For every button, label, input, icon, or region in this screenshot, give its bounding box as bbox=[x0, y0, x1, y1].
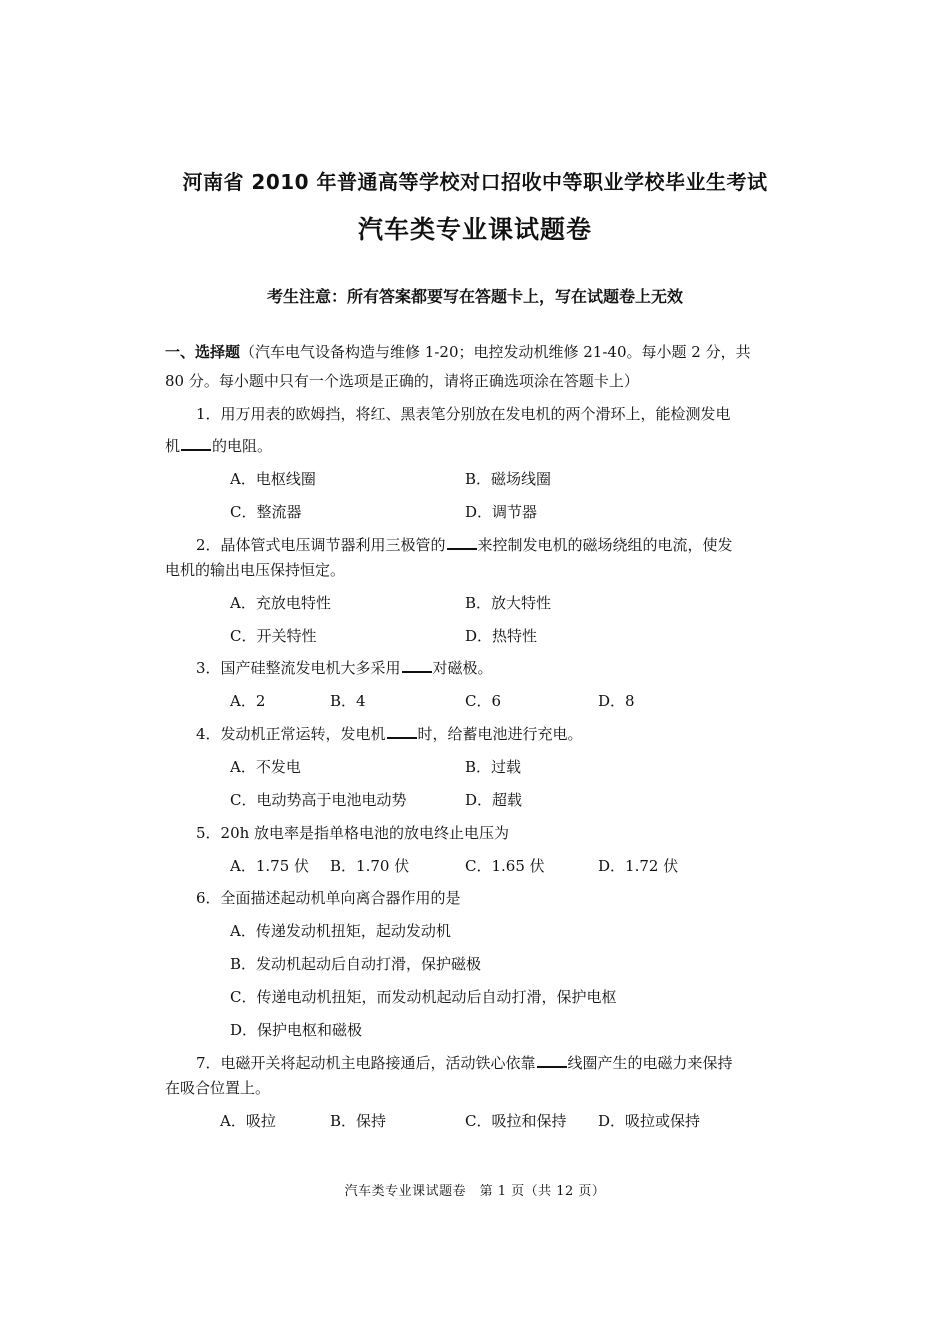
candidate-notice: 考生注意：所有答案都要写在答题卡上，写在试题卷上无效 bbox=[266, 287, 683, 306]
question-3-option-a: A．2 bbox=[230, 692, 266, 710]
question-5-text: 5．20h 放电率是指单格电池的放电终止电压为 bbox=[196, 824, 510, 842]
question-7-option-b: B．保持 bbox=[330, 1112, 387, 1130]
section-intro bbox=[165, 341, 751, 362]
question-3-text: 3．国产硅整流发电机大多采用 对磁极。 bbox=[196, 659, 493, 677]
section-instructions-line1: （汽车电气设备构造与维修 1-20；电控发动机维修 21-40。每小题 2 分，共 bbox=[240, 343, 751, 361]
answer-blank bbox=[447, 534, 477, 550]
question-1-option-d: D．调节器 bbox=[465, 503, 538, 521]
question-6-option-a: A．传递发动机扭矩，起动发动机 bbox=[230, 922, 451, 940]
question-1-text-cont: 机 的电阻。 bbox=[165, 437, 273, 455]
answer-blank bbox=[181, 435, 211, 451]
question-3-option-c: C．6 bbox=[465, 692, 502, 710]
question-1-text: 1．用万用表的欧姆挡，将红、黑表笔分别放在发电机的两个滑环上，能检测发电 bbox=[196, 405, 731, 423]
question-2-text-cont: 电机的输出电压保持恒定。 bbox=[165, 561, 346, 579]
question-2-option-d: D．热特性 bbox=[465, 627, 538, 645]
question-1-option-a: A．电枢线圈 bbox=[230, 470, 316, 488]
question-7-text-cont: 在吸合位置上。 bbox=[165, 1079, 271, 1097]
question-7-option-c: C．吸拉和保持 bbox=[465, 1112, 567, 1130]
question-4-option-a: A．不发电 bbox=[230, 758, 301, 776]
question-5-option-a: A．1.75 伏 bbox=[230, 857, 309, 875]
question-1-option-c: C．整流器 bbox=[230, 503, 302, 521]
question-1-option-b: B．磁场线圈 bbox=[465, 470, 552, 488]
exam-subject-title: 汽车类专业课试题卷 bbox=[357, 215, 592, 244]
page-footer: 汽车类专业课试题卷 第 1 页（共 12 页） bbox=[344, 1184, 606, 1199]
question-5-option-b: B．1.70 伏 bbox=[330, 857, 410, 875]
question-3-option-d: D．8 bbox=[598, 692, 635, 710]
answer-blank bbox=[387, 723, 417, 739]
question-2-text: 2．晶体管式电压调节器利用三极管的 来控制发电机的磁场绕组的电流，使发 bbox=[196, 536, 733, 554]
question-5-option-c: C．1.65 伏 bbox=[465, 857, 545, 875]
question-7-option-d: D．吸拉或保持 bbox=[598, 1112, 701, 1130]
section-instructions-line2: 80 分。每小题中只有一个选项是正确的，请将正确选项涂在答题卡上） bbox=[165, 372, 639, 390]
section-heading: 一、选择题 bbox=[165, 343, 241, 361]
question-6-option-d: D．保护电枢和磁极 bbox=[230, 1021, 363, 1039]
question-7-text: 7．电磁开关将起动机主电路接通后，活动铁心依靠 线圈产生的电磁力来保持 bbox=[196, 1054, 733, 1072]
question-7-option-a: A．吸拉 bbox=[220, 1112, 276, 1130]
question-6-text: 6．全面描述起动机单向离合器作用的是 bbox=[196, 889, 461, 907]
question-4-option-c: C．电动势高于电池电动势 bbox=[230, 791, 407, 809]
question-5-option-d: D．1.72 伏 bbox=[598, 857, 679, 875]
question-4-option-b: B．过载 bbox=[465, 758, 522, 776]
question-4-text: 4．发动机正常运转，发电机 时，给蓄电池进行充电。 bbox=[196, 725, 583, 743]
answer-blank bbox=[402, 657, 432, 673]
answer-blank bbox=[537, 1052, 567, 1068]
question-2-option-a: A．充放电特性 bbox=[230, 594, 331, 612]
question-6-option-c: C．传递电动机扭矩，而发动机起动后自动打滑，保护电枢 bbox=[230, 988, 617, 1006]
question-3-option-b: B．4 bbox=[330, 692, 366, 710]
exam-title: 河南省 2010 年普通高等学校对口招收中等职业学校毕业生考试 bbox=[182, 170, 768, 194]
question-4-option-d: D．超载 bbox=[465, 791, 523, 809]
question-6-option-b: B．发动机起动后自动打滑，保护磁极 bbox=[230, 955, 482, 973]
question-2-option-c: C．开关特性 bbox=[230, 627, 317, 645]
question-2-option-b: B．放大特性 bbox=[465, 594, 552, 612]
